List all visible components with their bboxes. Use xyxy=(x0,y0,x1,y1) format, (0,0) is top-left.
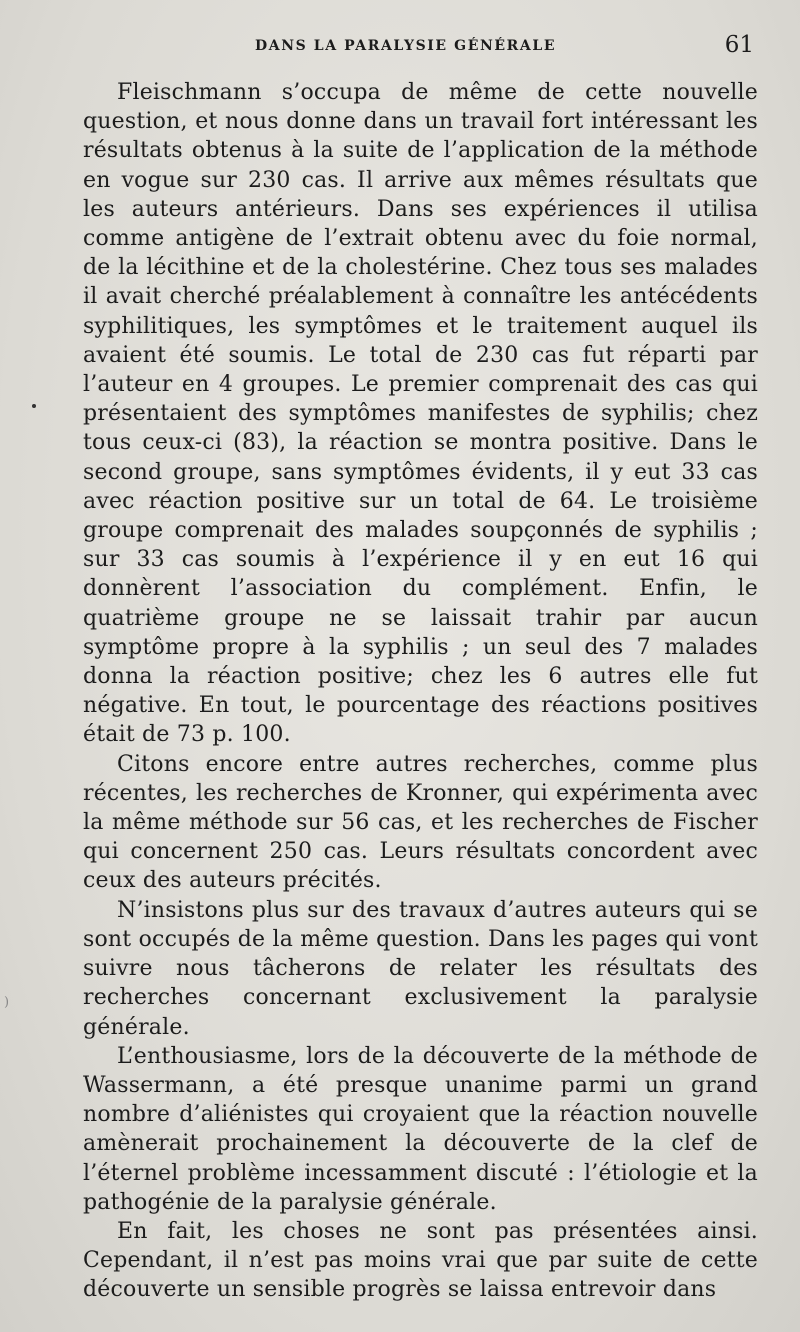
margin-dot-mark xyxy=(32,404,36,408)
paragraph-in-fact: En fait, les choses ne sont pas présentées ainsi. Cependant, il n’est pas moins vrai que par suite de cette découverte un sensible progrès se laissa entrevoir dans xyxy=(83,1218,758,1303)
margin-bracket-mark: ) xyxy=(4,995,10,1010)
body-text xyxy=(83,78,758,1305)
running-title: DANS LA PARALYSIE GÉNÉRALE xyxy=(255,38,557,54)
running-head xyxy=(83,30,758,70)
page-number: 61 xyxy=(724,32,754,58)
paragraph-enthusiasm: L’enthousiasme, lors de la découverte de la méthode de Wassermann, a été presque unanime parmi un grand nombre d’aliénistes qui croyaient que la réaction nouvelle amènerait prochainement la découverte de la clef de l’éternel problème incessamment discuté : l’étiologie et la pathogénie de la paralysie générale. xyxy=(83,1043,758,1215)
paragraph-kronner-fischer: Citons encore entre autres recherches, comme plus récentes, les recherches de Kronner, qui expérimenta avec la même méthode sur 56 cas, et les recherches de Fischer qui concernent 250 cas. Leurs résultats concordent avec ceux des auteurs précités. xyxy=(83,751,758,894)
paragraph-other-authors: N’insistons plus sur des travaux d’autres auteurs qui se sont occupés de la même question. Dans les pages qui vont suivre nous tâcherons de relater les résultats des recherches concernant exclusivement la paralysie générale. xyxy=(83,897,758,1040)
paragraph-fleischmann: Fleischmann s’occupa de même de cette nouvelle question, et nous donne dans un travail fort intéressant les résultats obtenus à la suite de l’application de la méthode en vogue sur 230 cas. Il arrive aux mêmes résultats que les auteurs antérieurs. Dans ses expériences il utilisa comme antigène de l’extrait obtenu avec du foie normal, de la lécithine et de la cholestérine. Chez tous ses malades il avait cherché préalablement à connaître les antécédents syphilitiques, les symptômes et le traitement auquel ils avaient été soumis. Le total de 230 cas fut réparti par l’auteur en 4 groupes. Le premier comprenait des cas qui présentaient des symptômes manifestes de syphilis; chez tous ceux-ci (83), la réaction se montra positive. Dans le second groupe, sans symptômes évidents, il y eut 33 cas avec réaction positive sur un total de 64. Le troisième groupe comprenait des malades soupçonnés de syphilis ; sur 33 cas soumis à l’expérience il y en eut 16 qui donnèrent l’association du complément. Enfin, le quatrième groupe ne se laissait trahir par aucun symptôme propre à la syphilis ; un seul des 7 malades donna la réaction positive; chez les 6 autres elle fut négative. En tout, le pourcentage des réactions positives était de 73 p. 100. xyxy=(83,80,758,748)
